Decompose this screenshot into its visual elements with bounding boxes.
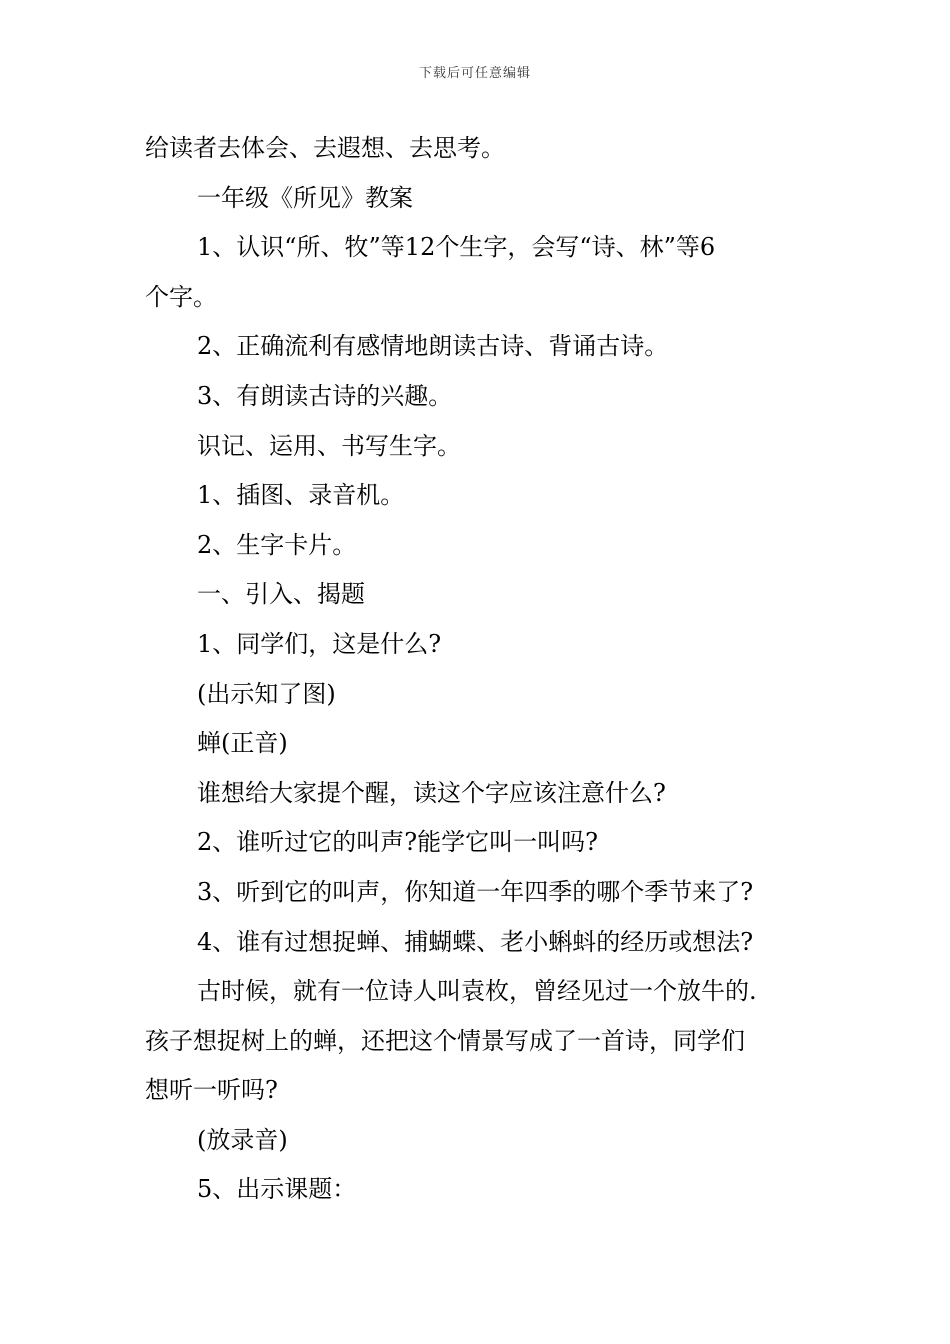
paragraph: 给读者去体会、去遐想、去思考。 — [145, 134, 505, 162]
paragraph: 谁想给大家提个醒，读这个字应该注意什么? — [197, 778, 666, 807]
paragraph: 2、生字卡片。 — [197, 530, 357, 559]
paragraph: 1、认识“所、牧”等12个生字，会写“诗、林”等6 — [197, 233, 716, 262]
paragraph: 1、插图、录音机。 — [197, 481, 405, 510]
paragraph: 蝉(正音) — [197, 729, 288, 758]
paragraph: 孩子想捉树上的蝉，还把这个情景写成了一首诗，同学们 — [145, 1026, 745, 1055]
page-header: 下载后可任意编辑 — [418, 66, 531, 81]
paragraph: 个字。 — [145, 282, 217, 311]
paragraph: 2、谁听过它的叫声?能学它叫一叫吗? — [197, 828, 599, 857]
paragraph: 4、谁有过想捉蝉、捕蝴蝶、老小蝌蚪的经历或想法? — [197, 927, 754, 956]
paragraph: (放录音) — [197, 1125, 288, 1154]
paragraph: 1、同学们，这是什么? — [197, 629, 442, 658]
paragraph: 想听一听吗? — [145, 1076, 278, 1105]
paragraph: 3、有朗读古诗的兴趣。 — [197, 381, 453, 410]
paragraph: 3、听到它的叫声，你知道一年四季的哪个季节来了? — [197, 877, 754, 906]
section-heading: 一、引入、揭题 — [197, 580, 365, 609]
document-body — [145, 124, 810, 1215]
paragraph: (出示知了图) — [197, 679, 336, 708]
paragraph: 古时候，就有一位诗人叫袁枚，曾经见过一个放牛的. — [197, 977, 757, 1006]
lesson-title: 一年级《所见》教案 — [197, 183, 413, 212]
paragraph: 5、出示课题： — [197, 1175, 357, 1204]
paragraph: 2、正确流利有感情地朗读古诗、背诵古诗。 — [197, 332, 669, 361]
paragraph: 识记、运用、书写生字。 — [197, 431, 461, 460]
